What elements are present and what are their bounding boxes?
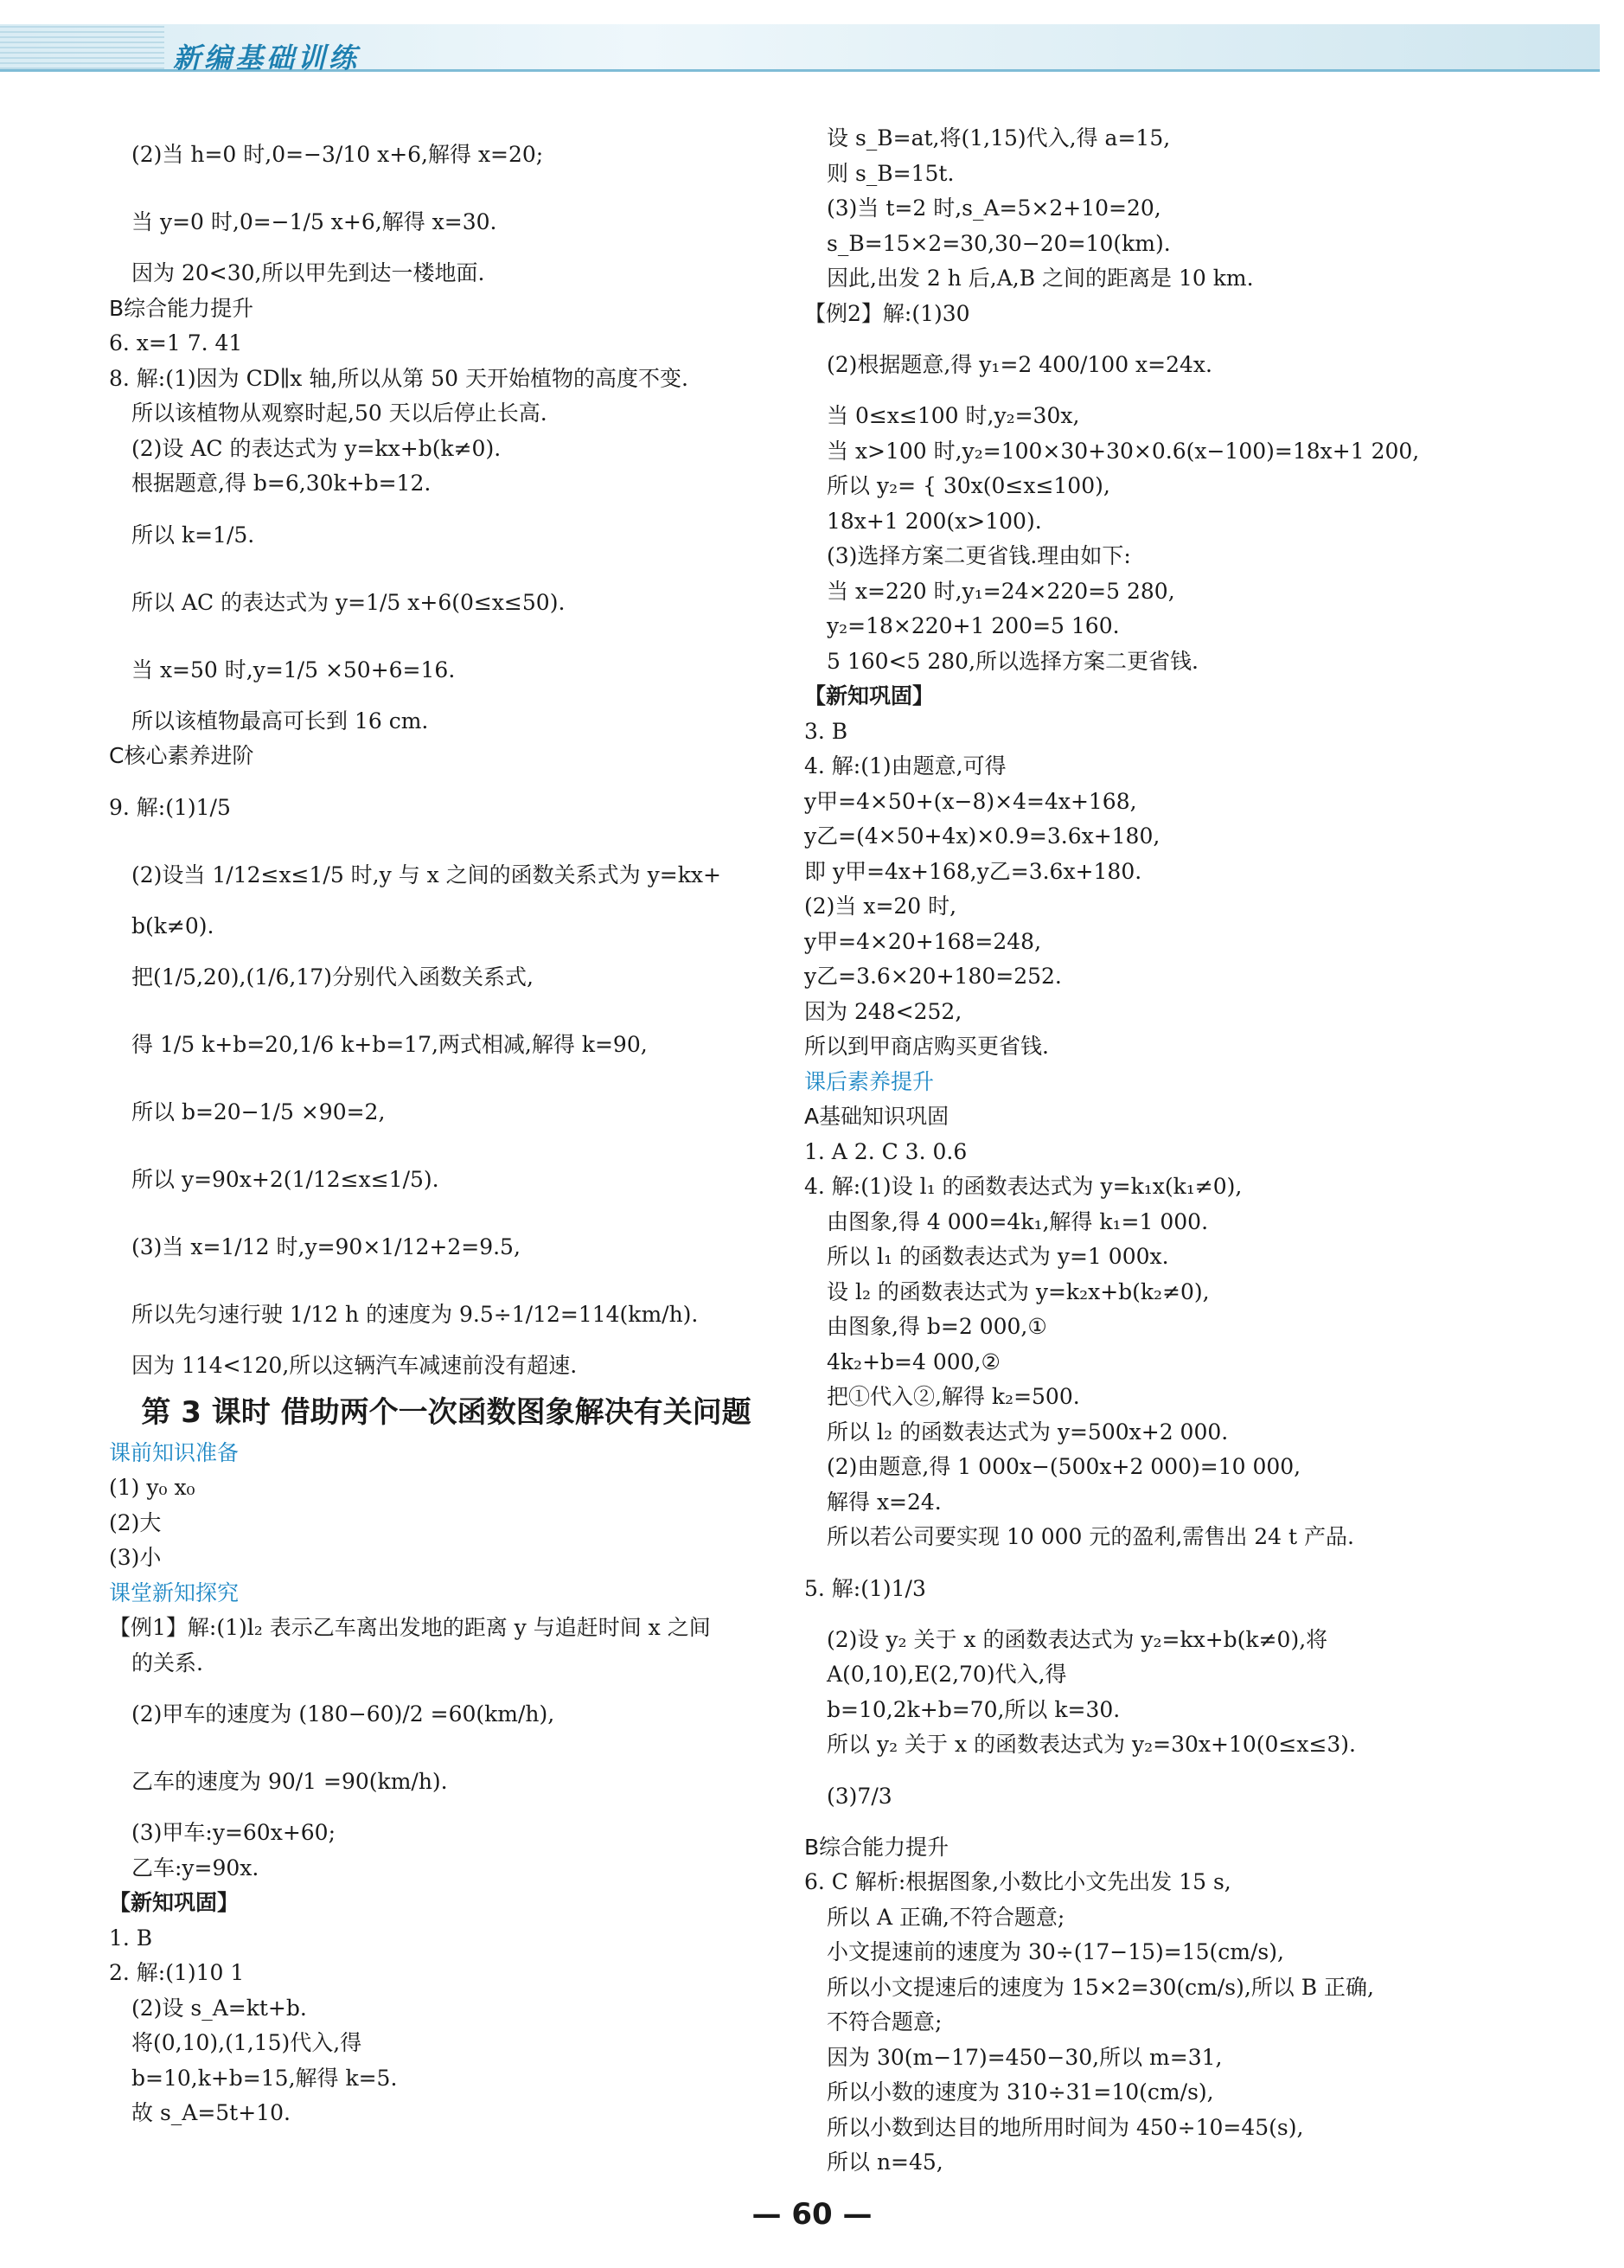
answer-line: 得 1/5 k+b=20,1/6 k+b=17,两式相减,解得 k=90,	[131, 1032, 648, 1057]
answer-line: 因为 114<120,所以这辆汽车减速前没有超速.	[131, 1353, 578, 1378]
answer-line: 5. 解:(1)1/3	[804, 1575, 926, 1601]
answer-line: (2)设 y₂ 关于 x 的函数表达式为 y₂=kx+b(k≠0),将	[827, 1626, 1328, 1652]
answer-line: 所以 l₁ 的函数表达式为 y=1 000x.	[827, 1244, 1169, 1269]
answer-line: 8. 解:(1)因为 CD∥x 轴,所以从第 50 天开始植物的高度不变.	[109, 365, 688, 391]
answer-line: 把(1/5,20),(1/6,17)分别代入函数关系式,	[131, 964, 534, 990]
answer-line: 所以到甲商店购买更省钱.	[804, 1034, 1049, 1059]
answer-line: 4k₂+b=4 000,②	[827, 1349, 1001, 1374]
answer-line: 18x+1 200(x>100).	[827, 508, 1042, 534]
answer-line: 设 l₂ 的函数表达式为 y=k₂x+b(k₂≠0),	[827, 1278, 1210, 1304]
answer-line: y甲=4×20+168=248,	[804, 928, 1042, 954]
answer-line: 所以 AC 的表达式为 y=1/5 x+6(0≤x≤50).	[131, 589, 566, 615]
answer-line: 小文提速前的速度为 30÷(17−15)=15(cm/s),	[827, 1939, 1284, 1964]
answer-line: A(0,10),E(2,70)代入,得	[827, 1662, 1067, 1687]
answer-line: 因为 20<30,所以甲先到达一楼地面.	[131, 260, 485, 285]
answer-line: (3)当 t=2 时,s_A=5×2+10=20,	[827, 195, 1161, 221]
answer-line: (2)设 AC 的表达式为 y=kx+b(k≠0).	[131, 435, 502, 461]
left-column	[109, 121, 783, 2131]
answer-line: 所以该植物最高可长到 16 cm.	[131, 708, 429, 734]
answer-line: y乙=3.6×20+180=252.	[804, 964, 1062, 989]
answer-line: 由图象,得 4 000=4k₁,解得 k₁=1 000.	[827, 1208, 1209, 1234]
answer-line: 所以该植物从观察时起,50 天以后停止长高.	[131, 400, 547, 426]
answer-line: 4. 解:(1)设 l₁ 的函数表达式为 y=k₁x(k₁≠0),	[804, 1174, 1243, 1199]
answer-line: 所以 y₂= { 30x(0≤x≤100),	[827, 473, 1110, 498]
answer-line: 所以 y=90x+2(1/12≤x≤1/5).	[131, 1167, 439, 1192]
answer-line: 解得 x=24.	[827, 1489, 942, 1515]
answer-line: 乙车的速度为 90/1 =90(km/h).	[131, 1769, 448, 1794]
answer-line: b=10,2k+b=70,所以 k=30.	[827, 1696, 1121, 1722]
answer-line: (1) y₀ x₀	[109, 1475, 195, 1500]
answer-line: (2)甲车的速度为 (180−60)/2 =60(km/h),	[131, 1701, 555, 1727]
answer-line: 课堂新知探究	[109, 1579, 240, 1605]
left-answers-2	[109, 1436, 783, 2131]
answer-line: 课后素养提升	[804, 1068, 935, 1094]
page-number: — 60 —	[751, 2197, 873, 2232]
answer-line: 1. A 2. C 3. 0.6	[804, 1138, 968, 1164]
answer-line: 当 x=220 时,y₁=24×220=5 280,	[827, 578, 1175, 604]
answer-line: 【例2】解:(1)30	[804, 300, 970, 326]
answer-line: B综合能力提升	[804, 1834, 949, 1860]
answer-line: 的关系.	[131, 1650, 203, 1675]
answer-line: 所以小数的速度为 310÷31=10(cm/s),	[827, 2079, 1214, 2105]
answer-line: 所以 y₂ 关于 x 的函数表达式为 y₂=30x+10(0≤x≤3).	[827, 1732, 1357, 1757]
answer-line: y甲=4×50+(x−8)×4=4x+168,	[804, 788, 1137, 814]
answer-line: 设 s_B=at,将(1,15)代入,得 a=15,	[827, 125, 1171, 151]
answer-line: 不符合题意;	[827, 2009, 943, 2034]
answer-line: A基础知识巩固	[804, 1104, 949, 1129]
answer-line: 根据题意,得 b=6,30k+b=12.	[131, 471, 432, 496]
answer-line: (2)由题意,得 1 000x−(500x+2 000)=10 000,	[827, 1454, 1301, 1479]
answer-line: 【新知巩固】	[804, 683, 935, 708]
answer-line: 2. 解:(1)10 1	[109, 1960, 245, 1985]
answer-line: 所以先匀速行驶 1/12 h 的速度为 9.5÷1/12=114(km/h).	[131, 1302, 699, 1327]
answer-line: (2)当 h=0 时,0=−3/10 x+6,解得 x=20;	[131, 142, 544, 167]
right-column	[804, 121, 1470, 2181]
answer-line: 3. B	[804, 718, 848, 744]
answer-line: 乙车:y=90x.	[131, 1855, 259, 1880]
answer-line: 把①代入②,解得 k₂=500.	[827, 1384, 1080, 1409]
answer-line: 所以若公司要实现 10 000 元的盈利,需售出 24 t 产品.	[827, 1524, 1354, 1549]
answer-line: 1. B	[109, 1925, 153, 1951]
answer-line: (3)选择方案二更省钱.理由如下:	[827, 543, 1131, 568]
answer-line: 因为 248<252,	[804, 998, 962, 1024]
answer-line: 因为 30(m−17)=450−30,所以 m=31,	[827, 2044, 1223, 2070]
answer-line: (2)根据题意,得 y₁=2 400/100 x=24x.	[827, 352, 1212, 377]
answer-line: (2)设 s_A=kt+b.	[131, 1995, 307, 2021]
header-title: 新编基础训练	[173, 42, 361, 74]
answer-line: 所以 b=20−1/5 ×90=2,	[131, 1099, 386, 1124]
answer-line: 故 s_A=5t+10.	[131, 2100, 291, 2125]
answer-line: 6. C 解析:根据图象,小数比小文先出发 15 s,	[804, 1869, 1231, 1894]
lesson-title: 第 3 课时 借助两个一次函数图象解决有关问题	[141, 1394, 751, 1430]
answer-line: (3)小	[109, 1545, 162, 1570]
answer-line: 所以 n=45,	[827, 2149, 943, 2175]
answer-line: y₂=18×220+1 200=5 160.	[827, 613, 1120, 638]
answer-line: 因此,出发 2 h 后,A,B 之间的距离是 10 km.	[827, 266, 1254, 291]
answer-line: 当 y=0 时,0=−1/5 x+6,解得 x=30.	[131, 209, 497, 234]
answer-line: 所以小文提速后的速度为 15×2=30(cm/s),所以 B 正确,	[827, 1974, 1374, 2000]
answer-line: 所以小数到达目的地所用时间为 450÷10=45(s),	[827, 2114, 1304, 2140]
answer-line: 4. 解:(1)由题意,可得	[804, 753, 1007, 778]
answer-line: (3)当 x=1/12 时,y=90×1/12+2=9.5,	[131, 1234, 521, 1259]
answer-line: 当 0≤x≤100 时,y₂=30x,	[827, 403, 1080, 428]
right-answers	[804, 121, 1470, 2181]
answer-line: 所以 k=1/5.	[131, 522, 255, 548]
answer-line: b=10,k+b=15,解得 k=5.	[131, 2065, 398, 2091]
left-answers	[109, 121, 783, 1384]
answer-line: (2)设当 1/12≤x≤1/5 时,y 与 x 之间的函数关系式为 y=kx+	[131, 862, 721, 887]
answer-line: 课前知识准备	[109, 1439, 240, 1465]
answer-line: 即 y甲=4x+168,y乙=3.6x+180.	[804, 858, 1142, 884]
answer-line: 【例1】解:(1)l₂ 表示乙车离出发地的距离 y 与追赶时间 x 之间	[109, 1615, 711, 1640]
answer-line: 当 x=50 时,y=1/5 ×50+6=16.	[131, 657, 456, 682]
answer-line: C核心素养进阶	[109, 743, 254, 768]
answer-line: 将(0,10),(1,15)代入,得	[131, 2030, 362, 2055]
answer-line: 由图象,得 b=2 000,①	[827, 1314, 1047, 1339]
answer-line: 5 160<5 280,所以选择方案二更省钱.	[827, 648, 1199, 674]
answer-line: 所以 A 正确,不符合题意;	[827, 1904, 1065, 1930]
answer-line: 所以 l₂ 的函数表达式为 y=500x+2 000.	[827, 1419, 1229, 1445]
answer-line: y乙=(4×50+4x)×0.9=3.6x+180,	[804, 823, 1160, 849]
page-header	[0, 0, 1624, 95]
answer-line: (2)当 x=20 时,	[804, 894, 957, 919]
answer-line: 当 x>100 时,y₂=100×30+30×0.6(x−100)=18x+1 200,	[827, 438, 1420, 464]
answer-line: (3)甲车:y=60x+60;	[131, 1820, 336, 1845]
answer-line: (2)大	[109, 1509, 162, 1535]
answer-line: B综合能力提升	[109, 295, 254, 321]
answer-line: 则 s_B=15t.	[827, 160, 955, 186]
answer-line: 9. 解:(1)1/5	[109, 794, 231, 820]
answer-line: s_B=15×2=30,30−20=10(km).	[827, 230, 1171, 256]
answer-line: (3)7/3	[827, 1783, 892, 1809]
answer-line: 6. x=1 7. 41	[109, 330, 243, 356]
answer-line: b(k≠0).	[131, 913, 214, 939]
answer-line: 【新知巩固】	[109, 1890, 240, 1915]
